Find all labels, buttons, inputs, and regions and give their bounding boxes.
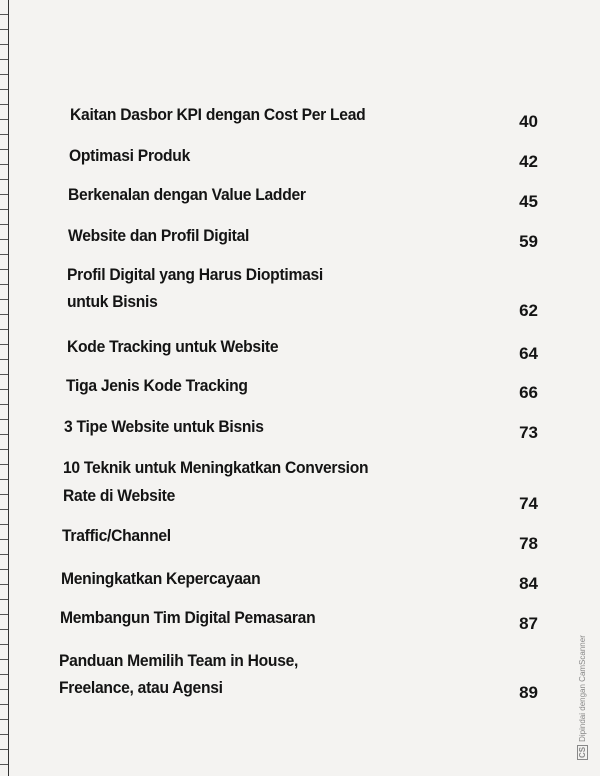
toc-entry-title: Membangun Tim Digital Pemasaran bbox=[60, 608, 316, 627]
toc-entry-title: Berkenalan dengan Value Ladder bbox=[68, 185, 306, 204]
toc-entry-page: 42 bbox=[519, 152, 538, 171]
toc-entry-page: 84 bbox=[519, 574, 538, 593]
toc-entry-title-continued: Rate di Website bbox=[63, 486, 176, 505]
toc-entry-title: Optimasi Produk bbox=[69, 146, 191, 165]
toc-entry-title: Panduan Memilih Team in House, bbox=[59, 651, 299, 670]
toc-entry-page: 40 bbox=[519, 112, 538, 131]
camscanner-logo-icon: CS bbox=[578, 746, 587, 758]
toc-entry-title: Kaitan Dasbor KPI dengan Cost Per Lead bbox=[70, 105, 366, 124]
toc-entry-page: 87 bbox=[519, 614, 538, 633]
toc-entry-title: Website dan Profil Digital bbox=[68, 226, 250, 245]
toc-entry-title: Tiga Jenis Kode Tracking bbox=[66, 376, 248, 395]
toc-entry-page: 74 bbox=[519, 494, 538, 513]
toc-entry-title: Profil Digital yang Harus Dioptimasi bbox=[67, 265, 324, 284]
toc-entry-page: 89 bbox=[519, 683, 538, 702]
spiral-binding bbox=[0, 0, 9, 776]
toc-entry-page: 59 bbox=[519, 232, 538, 251]
toc-entry-page: 64 bbox=[519, 344, 538, 363]
toc-entry-title: 10 Teknik untuk Meningkatkan Conversion bbox=[63, 458, 369, 477]
toc-entry-page: 66 bbox=[519, 383, 538, 402]
toc-entry-page: 78 bbox=[519, 534, 538, 553]
toc-entry-title: 3 Tipe Website untuk Bisnis bbox=[64, 417, 264, 436]
toc-entry-page: 73 bbox=[519, 423, 538, 442]
toc-entry-page: 62 bbox=[519, 301, 538, 320]
toc-entry-title-continued: untuk Bisnis bbox=[67, 292, 158, 311]
toc-entry-title: Kode Tracking untuk Website bbox=[67, 337, 279, 356]
toc-entry-title: Traffic/Channel bbox=[62, 526, 171, 545]
toc-entry-title-continued: Freelance, atau Agensi bbox=[59, 678, 223, 697]
toc-entry-title: Meningkatkan Kepercayaan bbox=[61, 569, 261, 588]
scanner-watermark-text: Dipindai dengan CamScanner bbox=[578, 635, 587, 742]
toc-entry-page: 45 bbox=[519, 192, 538, 211]
scanner-watermark bbox=[577, 635, 588, 760]
